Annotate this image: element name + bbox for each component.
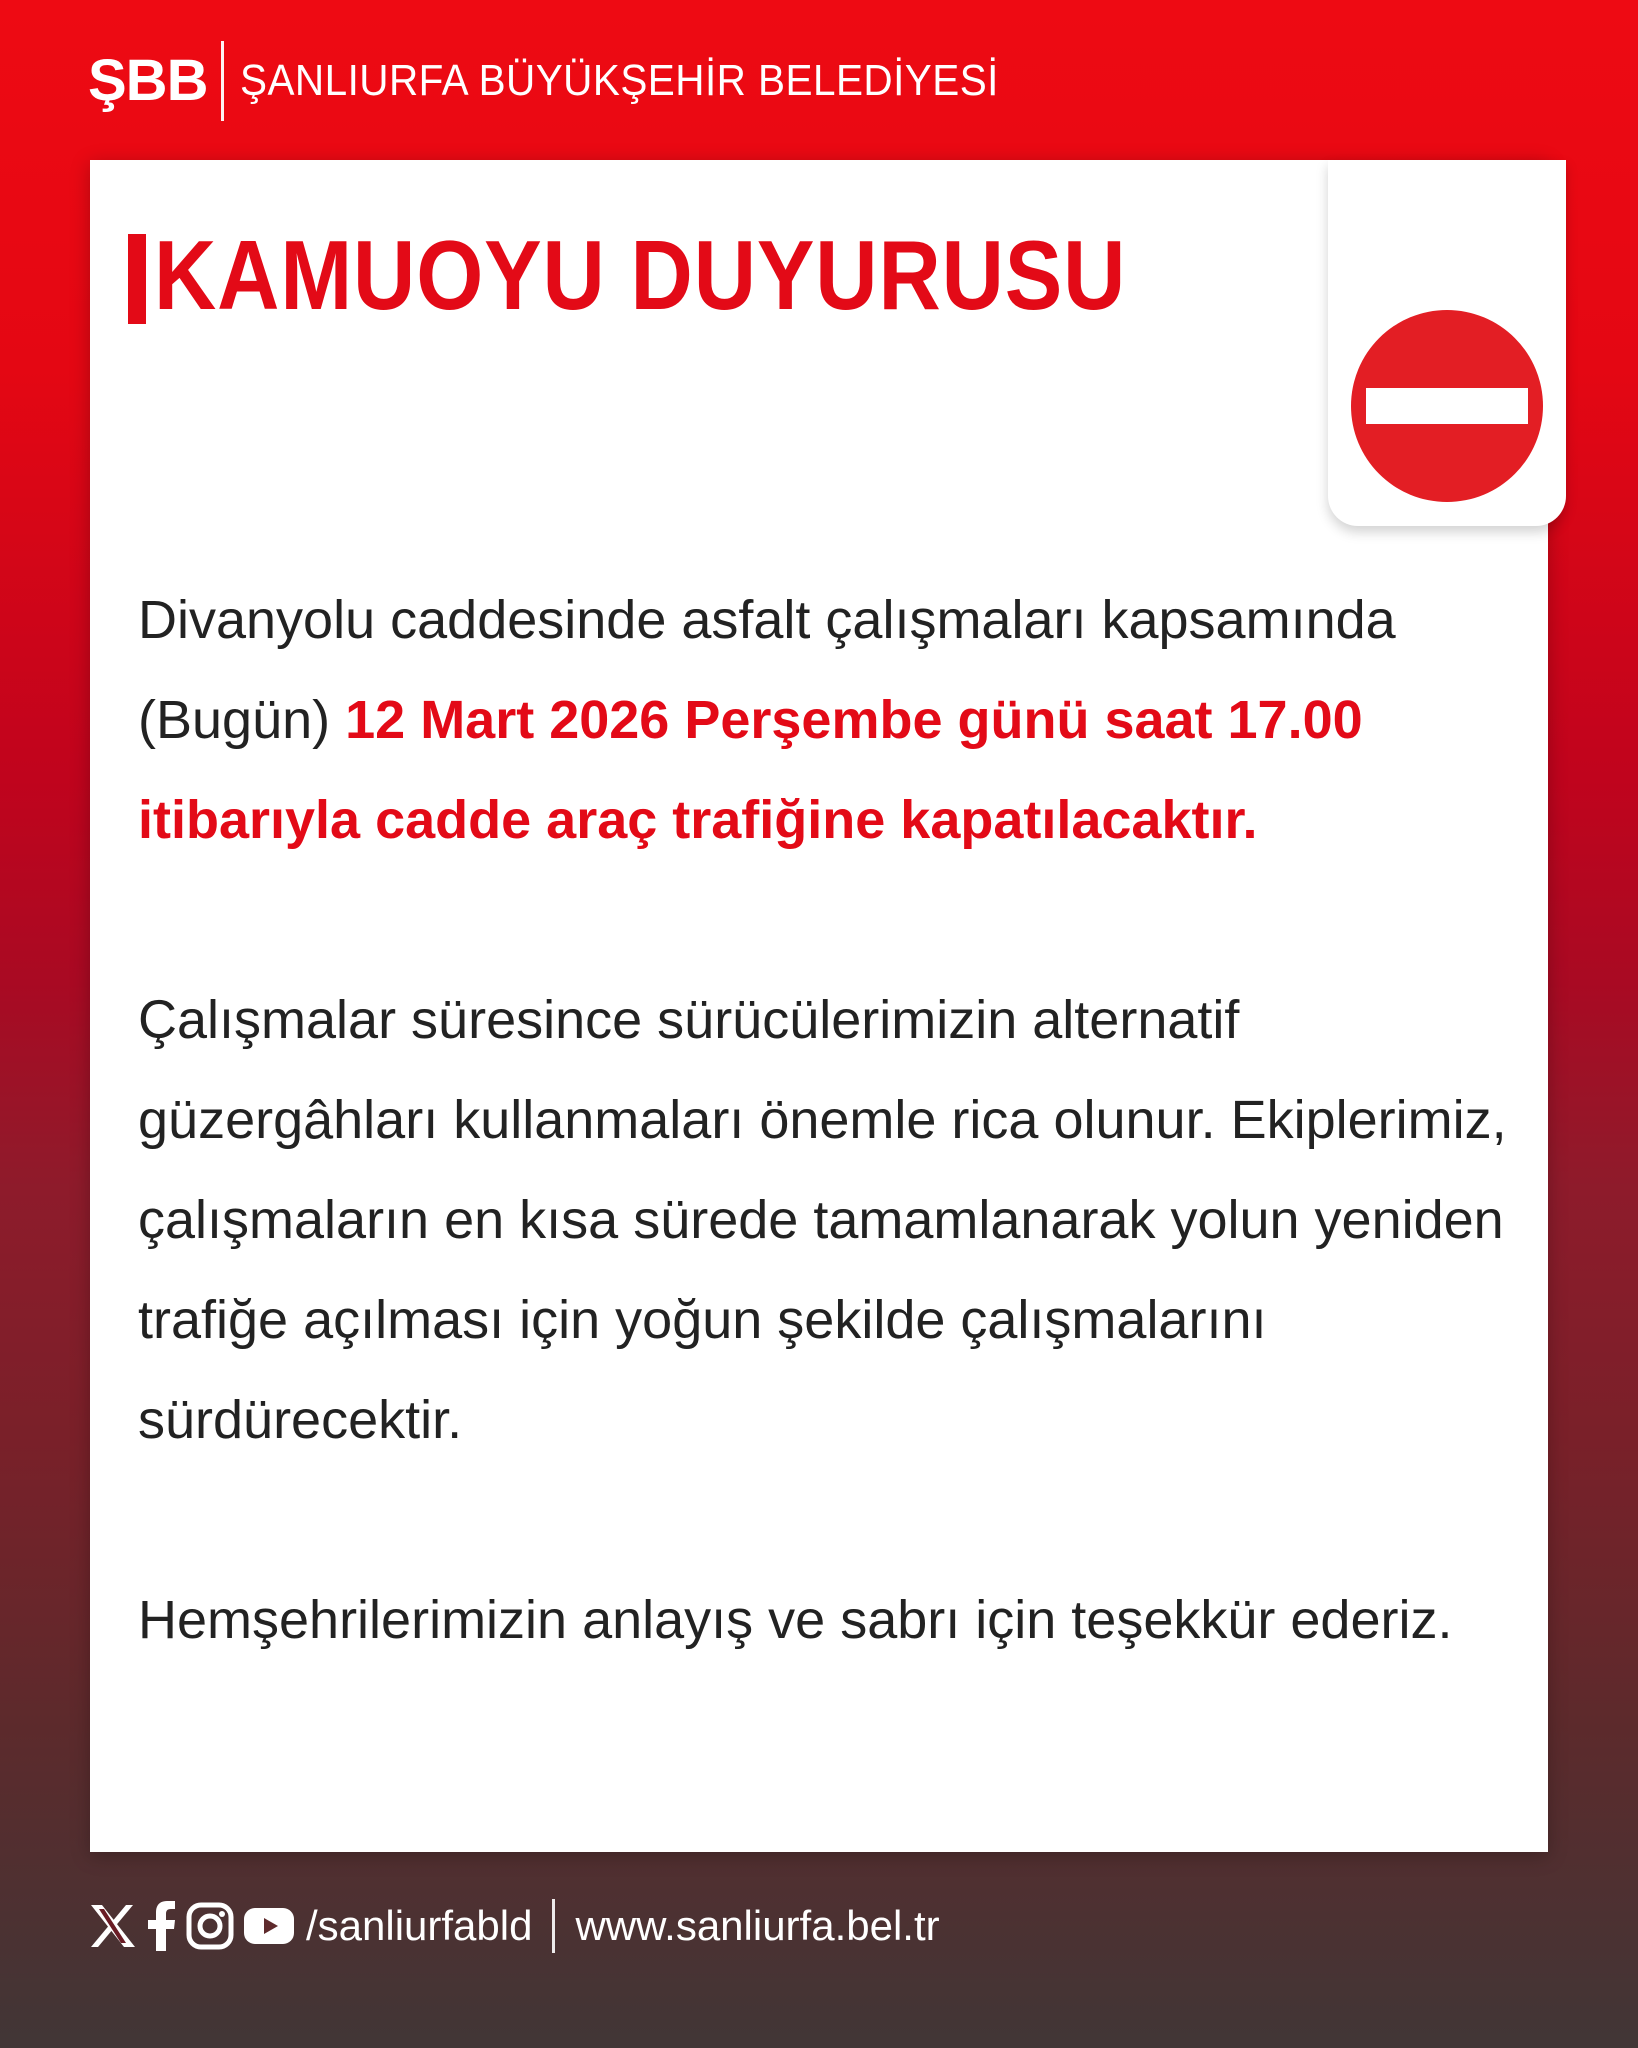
instagram-icon[interactable]	[186, 1902, 234, 1950]
social-handle[interactable]: /sanliurfabld	[306, 1902, 533, 1949]
paragraph-closure-intro: Divanyolu caddesinde asfalt çalışmaları kapsamında (Bugün)	[138, 590, 1396, 750]
title-accent-bar	[128, 234, 146, 324]
facebook-icon[interactable]	[148, 1901, 176, 1951]
organization-name: ŞANLIURFA BÜYÜKŞEHİR BELEDİYESİ	[240, 56, 1000, 105]
announcement-card	[90, 160, 1548, 1852]
header-divider	[221, 41, 224, 121]
announcement-body	[138, 420, 1518, 1670]
website-link[interactable]: www.sanliurfa.bel.tr	[575, 1902, 940, 1949]
paragraph-request: Çalışmalar süresince sürücülerimizin alternatif güzergâhları kullanmaları önemle rica olunur. Ekiplerimiz, çalışmaların en kısa sürede tamamlanarak yolun yeniden trafiğe açılması için yoğun şekilde çalışmalarını sürdürecektir.	[138, 990, 1507, 1450]
footer	[88, 1896, 940, 1956]
youtube-icon[interactable]	[244, 1908, 294, 1944]
closure-highlight: 12 Mart 2026 Perşembe günü saat 17.00 itibarıyla cadde araç trafiğine kapatılacaktır.	[138, 690, 1363, 850]
paragraph-closure	[138, 570, 1518, 870]
footer-divider	[552, 1899, 555, 1953]
announcement-title: KAMUOYU DUYURUSU	[154, 220, 1127, 330]
header	[88, 36, 1065, 126]
x-icon[interactable]	[88, 1903, 138, 1949]
paragraph-thanks: Hemşehrilerimizin anlayış ve sabrı için teşekkür ederiz.	[138, 1590, 1453, 1650]
sbb-logo: ŞBB	[88, 48, 208, 113]
